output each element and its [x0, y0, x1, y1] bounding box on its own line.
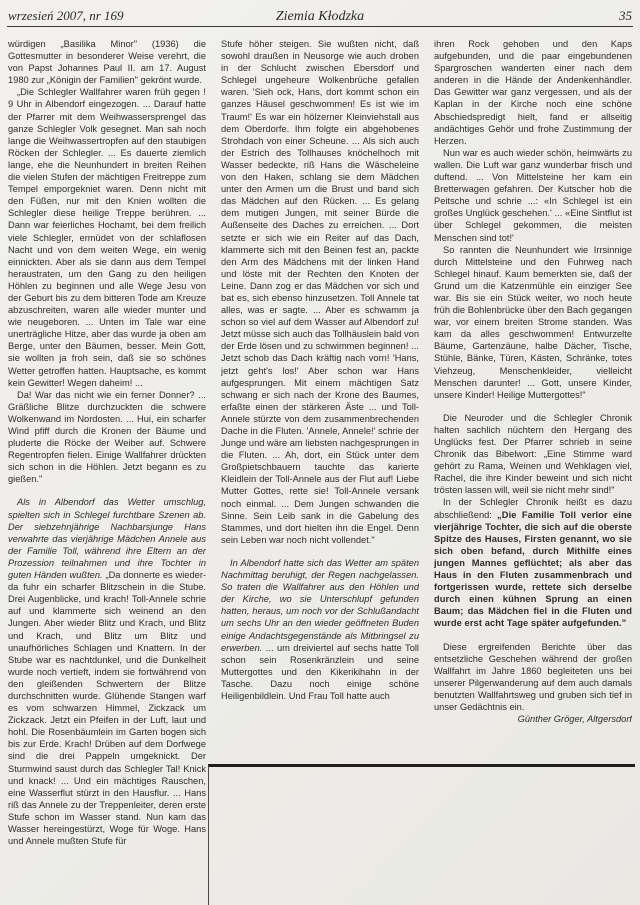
- page-number: 35: [619, 8, 632, 23]
- paragraph: [8, 496, 206, 847]
- paragraph: [434, 713, 632, 725]
- paragraph: [8, 38, 206, 86]
- paragraph: [221, 38, 419, 546]
- article-end-frame: [208, 764, 635, 905]
- magazine-title: Ziemia Kłodzka: [275, 9, 365, 24]
- text-run-normal: Stufe höher steigen. Sie wußten nicht, daß sowohl draußen in Neusorge wie auch droben in der Schlucht zwischen Ebersdorf und Schlegel ungeheure Wolkenbrüche gefallen waren. 'Sieh ock, Hans, dort kommt schon ein ganzes Häusel geschwommen! Es ist wie im Traum!' Es war ein hölzerner Kleinviehstall aus dem Oberdorfe. Ihm folgte ein abgehobenes Strohdach von einer Scheune. ... Als sich auch der Estrich des Tollhauses knöchelhoch mit Wasser bedeckte, riß Hans die Wäscheleine von den Haken, schlang sie dem Mädchen unter den Armen um die Brust und band sich das Mädchen auf den Rücken. ... Es gelang dem mutigen Jungen, mit seiner Bürde die Außenseite des Daches zu erreichen. ... Dort setzte er sich wie ein Reiter auf das Dach, klammerte sich mit den Beinen fest an, packte den Arm des Mädchens mit der linken Hand und löste mit der Rechten den Knoten der Leine. Dann zog er das Mädchen vor sich und bat es, sich ebenso hinzusetzen. Toll Annele tat alles, was er sagte. ... Aber es schwamm ja schon so viel auf dem Wasser auf Albendorf zu! Jetzt müsse sich auch das Tollhäuslein bald von der Erde lösen und zu schwimmen beginnen! ... Jetzt schob das Dach kräftig nach vorn! 'Hans, jetzt geht's los!' Aber schon war Hans aufgesprungen. Mit einem mächtigen Satz schwang er sich nach der Krone des Baumes, erfaßte einen der stärkeren Äste ... und Toll-Annele stürzte von dem zusammenbrechenden Dache in die Fluten. 'Annele, Annele!' schrie der Junge und wäre am liebsten nachgesprungen in die Fluten. ... Ah, dort, ein Stück unter dem Großpietschbauern tauchte das karierte Kleidlein der Toll-Annele aus der Flut auf! Liebe Mutter Gottes, rette sie! Toll-Annele versank noch einmal. ... Dem Jungen schwanden die Sinne. Sein Leib sank in die Gabelung des Stammes, und dort hielten ihn die Engel. Denn sein Leben war noch nicht vollendet.": [221, 39, 419, 545]
- paragraph: [434, 147, 632, 244]
- text-run-normal: In der Schlegler Chronik heißt es dazu abschließend:: [434, 497, 632, 520]
- paragraph: [434, 244, 632, 401]
- text-run-italic: Als in Albendorf das Wetter umschlug, spielten sich in Schlegel furchtbare Szenen ab. Der siebzehnjährige Nachbarsjunge Hans verwahrte das vierjährige Mädchen Annele aus der Familie Toll, während ihre Eltern an der Prozession teilnahmen und ihre Tochter in guten Händen wußten.: [8, 497, 206, 581]
- text-run-normal: „Die Schlegler Wallfahrer waren früh gegen ! 9 Uhr in Albendorf eingezogen. ... Darauf hatte der Pfarrer mit dem Weihwassersprengel das ganze Schlegler Volk gesegnet. Man sah noch lange die Weihwassertropfen auf den staubigen Röcken der Schlegler. ... Es dauerte ziemlich lange, ehe die Neunhundert in breiten Reihen die vielen Stufen der mächtigen Freitreppe zum Tempel emporgekniet waren. Denn nicht mit den Füßen, nur mit den Knien wollten die Schlegler diese heilige Treppe berühren. ... Dann war feierliches Hochamt, bei dem freilich viele Schlegler, ermüdet von der schlaflosen Nacht und von dem weiten Wege, ein wenig einnickten. Aber als sie dann aus dem Tempel heraustraten, um den Gang zu den heiligen Höhlen zu beginnen und alle Wege Jesu von der Geburt bis zu dem bitteren Tode am Kreuze abzuschreiten, waren alle wieder munter und wie neugeboren. ... Unten im Tale war eine unerträgliche Hitze, aber das wurde ja oben am Berge, unter den Bäumen, besser. Mein Gott, sie wollten ja froh sein, daß sie so schönes Wetter getroffen hatten. Hauptsache, es kommt kein Gewitter! Wegen daheim! ...: [8, 87, 206, 388]
- text-run-normal: Die Neuroder und die Schlegler Chronik halten sachlich nüchtern den Hergang des Unglücks fest. Der Pfarrer schrieb in seine Chronik das Bibelwort: „Eine Stimme ward gehört zu Rama, Weinen und Wehklagen viel, Rachel, die ihre Kinder beweint und sich nicht trösten lassen will, weil sie nicht mehr sind!": [434, 412, 632, 496]
- paragraph: [8, 389, 206, 486]
- text-run-bold: „Die Familie Toll verlor eine vierjährige Tochter, die sich auf die oberste Spitze des Hauses, Firsten genannt, wo sie sich oben befand, durch Mithilfe eines jungen Mannes geflüchtet; als aber das Haus in den Fluten zusammenbrach und fortgerissen wurde, rettete sich derselbe durch einen kühnen Sprung an einen Baum; das Mädchen fiel in die Fluten und wurde erst acht Tage später aufgefunden.": [434, 509, 632, 629]
- paragraph: [434, 641, 632, 714]
- paragraph: [8, 86, 206, 388]
- header-rule-thick: [7, 30, 633, 33]
- text-run-normal: „Da donnerte es wieder- da fuhr ein scharfer Blitzschein in die Stube. Drei Augenblicke, und krach! Toll-Annele schrie auf und klammerte sich weinend an den Jungen. Aber wieder Blitz und Krach, und Blitz und Krach, und Blitz um Blitz und unaufhörliches Schlagen und Knattern. In der Stube war es nachtdunkel, und die Dunkelheit wurde noch vertieft, indem sie fortwährend von den gleißenden Schwertern der Blitze durchschnitten wurde. Glühende Stangen warf es vom schwarzen Himmel, Zickzack um Zickzack. Jetzt ein Pfeifen in der Luft, laut und hohl. Die Rosenbäumlein im Garten bogen sich bis zur Erde. Krach! Drüben auf dem Dorfwege sind die drei Pappeln umgeknickt. Der Sturmwind saust durch das Schlegler Tal! Knick und knack! ... Und ein mächtiges Rauschen, eine Wasserflut stürzt in den Hausflur. ... Hans riß das Annele zu der Treppenleiter, deren erste Stufe schon im Wasser stand. Nun kam das Wasser hereingestürzt, Woge für Woge. Hans und Annele mußten Stufe für: [8, 570, 206, 847]
- text-run-normal: Diese ergreifenden Berichte über das entsetzliche Geschehen während der großen Wallfahrt im Jahre 1860 begleiteten uns bei unserer Pilgerwanderung auf dem auch damals benutzten Wallfahrtsweg und gruben sich tief in unser Gedächtnis ein.: [434, 641, 632, 712]
- text-column-1: [8, 38, 206, 905]
- text-run-normal: ihren Rock gehoben und den Kaps aufgebunden, und die paar eingebundenen Spargroschen wanderten einer nach dem anderen in die Hände der Andenkenhändler. Das Gewitter war ganz vergessen, und als der Kaplan in der Kirche noch eine schöne Abschiedspredigt hielt, fand er allseitig andächtiges Gehör und frohe Zustimmung der Herzen.: [434, 39, 632, 146]
- paragraph: [434, 412, 632, 497]
- text-run-normal: würdigen „Basilika Minor" (1936) die Gottesmutter in besonderer Weise verehrt, die von Papst Johannes Paul II. am 17. August 1980 zur „Königin der Familien" gekrönt wurde.: [8, 39, 206, 86]
- header-rule-thin: [7, 26, 633, 27]
- page-header: [8, 8, 632, 24]
- text-run-italic: In Albendorf hatte sich das Wetter am späten Nachmittag beruhigt, der Regen nachgelassen. So traten die Wallfahrer aus den Höhlen und der Kirche, wo sie Unterschlupf gefunden hatten, heraus, um noch vor der Schlußandacht um sechs Uhr an den wieder geöffneten Buden einige Andachtsgegenstände als Mitbringsel zu erwerben.: [221, 557, 419, 653]
- paragraph: [221, 557, 419, 702]
- text-run-normal: So rannten die Neunhundert wie Irrsinnige durch Mittelsteine und den Fuhrweg nach Schlegel hinauf. Kaum bemerkten sie, daß der Grund um die Katzenmühle ein einziger See war. Bis sie ein Stück weiter, wo noch heute früh die Bohlenbrücke über den Bach gegangen war, vor einem breiten Strome standen. Was kam da alles geschwommen! Entwurzelte Bäume, Gartenzäune, halbe Dächer, Tische, Stühle, Bänke, Türen, Kästen, Schränke, totes Viehzeug, Menschenkleider, vielleicht Menschen darunter! ... Gott, unsere Kinder, unsere Kinder! Heilige Muttergottes!": [434, 244, 632, 400]
- text-run-italic: Günther Gröger, Altgersdorf: [517, 714, 632, 725]
- paragraph: [434, 496, 632, 629]
- paragraph: [434, 38, 632, 147]
- text-run-normal: Da! War das nicht wie ein ferner Donner? ... Gräßliche Blitze durchzuckten die schwere Wolkenwand im Nordosten. ... Hui, ein scharfer Wind pfiff durch die Kronen der Bäume und pluderte die Röcke der Weiber auf. Schwere Regentropfen fielen. Einige Wallfahrer drückten sich schon in die Höhlen. Jetzt begann es zu gießen.": [8, 389, 206, 485]
- text-run-normal: Nun war es auch wieder schön, heimwärts zu wallen. Die Luft war ganz wunderbar frisch und duftend. ... Von Mittelsteine her kam ein Bretterwagen gefahren. Der Kutscher hob die Peitsche und schrie ...: «In Schlegel ist ein großes Unglück geschehen.' ... «Eine Sintflut ist über Schlegel gekommen, die meisten Menschen sind tot!': [434, 147, 632, 243]
- text-run-normal: ... um dreiviertel auf sechs hatte Toll schon sein Rosenkränzlein und seine Muttergottes und den Kikerikihahn in der Tasche. Dazu noch einige schöne Heiligenbildlein. Und Frau Toll hatte auch: [221, 642, 419, 701]
- issue-label: wrzesień 2007, nr 169: [8, 8, 124, 23]
